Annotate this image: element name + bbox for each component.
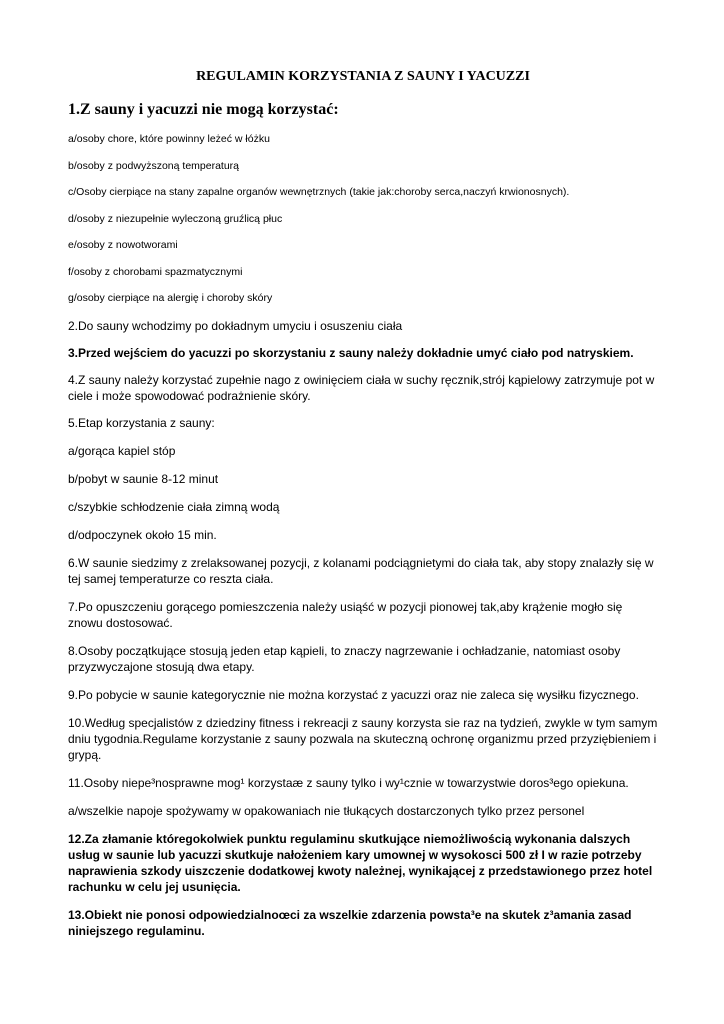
paragraph-12: 12.Za złamanie któregokolwiek punktu regulaminu skutkujące niemożliwością wykonania dalszych usług w saunie lub yacuzzi skutkuje nałożeniem kary umownej w wysokosci 500 zł I w razie potrzeby naprawienia szkody uiszczenie dodatkowej kwoty należnej, wynikającej z przedstawionego przez hotel rachunku w celu jej usunięcia. (68, 831, 653, 894)
paragraph-5: 5.Etap korzystania z sauny: (68, 415, 215, 430)
paragraph-5a: a/gorąca kapiel stóp (68, 443, 176, 458)
paragraph-9: 9.Po pobycie w saunie kategorycznie nie można korzystać z yacuzzi oraz nie zaleca się wysiłku fizycznego. (68, 687, 639, 702)
paragraph-4: 4.Z sauny należy korzystać zupełnie nago z owinięciem ciała w suchy ręcznik,strój kąpielowy zatrzymuje pot w ciele i może spowodować podrażnienie skóry. (68, 372, 655, 403)
section1-heading: 1.Z sauny i yacuzzi nie mogą korzystać: (68, 101, 339, 118)
paragraph-10: 10.Według specjalistów z dziedziny fitness i rekreacji z sauny korzysta sie raz na tydzień, zwykle w tym samym dniu tygodnia.Regulame korzystanie z sauny pozwala na skuteczną ochronę organizmu przed przyziębieniem i grypą. (68, 715, 658, 762)
document-title: REGULAMIN KORZYSTANIA Z SAUNY I YACUZZI (196, 69, 530, 84)
paragraph-8: 8.Osoby początkujące stosują jeden etap kąpieli, to znaczy nagrzewanie i ochładzanie, natomiast osoby przyzwyczajone stosują dwa etapy. (68, 643, 621, 674)
paragraph-5b: b/pobyt w saunie 8-12 minut (68, 471, 219, 486)
section1-list (68, 132, 658, 318)
list-item: f/osoby z chorobami spazmatycznymi (68, 265, 243, 278)
list-item: d/osoby z niezupełnie wyleczoną gruźlicą płuc (68, 212, 283, 225)
paragraph-11: 11.Osoby niepe³nosprawne mog¹ korzystaæ z sauny tylko i wy¹cznie w towarzystwie doros³ego opiekuna. (68, 775, 629, 790)
paragraph-5d: d/odpoczynek około 15 min. (68, 527, 217, 542)
list-item: c/Osoby cierpiące na stany zapalne organów wewnętrznych (takie jak:choroby serca,naczyń krwionosnych). (68, 186, 570, 198)
paragraph-13: 13.Obiekt nie ponosi odpowiedzialnoœci za wszelkie zdarzenia powsta³e na skutek z³amania zasad niniejszego regulaminu. (68, 907, 632, 938)
list-item: e/osoby z nowotworami (68, 239, 178, 251)
document-page (68, 68, 658, 939)
paragraph-7: 7.Po opuszczeniu gorącego pomieszczenia należy usiąść w pozycji pionowej tak,aby krążenie mogło się znowu dostosować. (68, 599, 623, 630)
list-item: a/osoby chore, które powinny leżeć w łóżku (68, 133, 270, 145)
paragraph-2: 2.Do sauny wchodzimy po dokładnym umyciu i osuszeniu ciała (68, 318, 403, 333)
paragraph-3: 3.Przed wejściem do yacuzzi po skorzystaniu z sauny należy dokładnie umyć ciało pod natryskiem. (68, 345, 634, 360)
paragraph-5c: c/szybkie schłodzenie ciała zimną wodą (68, 499, 280, 514)
paragraph-11a: a/wszelkie napoje spożywamy w opakowaniach nie tłukących dostarczonych tylko przez personel (68, 803, 585, 818)
paragraph-6: 6.W saunie siedzimy z zrelaksowanej pozycji, z kolanami podciągnietymi do ciała tak, aby stopy znalazły się w tej samej temperaturze co reszta ciała. (68, 555, 654, 586)
list-item: b/osoby z podwyższoną temperaturą (68, 159, 240, 172)
list-item: g/osoby cierpiące na alergię i choroby skóry (68, 292, 273, 304)
